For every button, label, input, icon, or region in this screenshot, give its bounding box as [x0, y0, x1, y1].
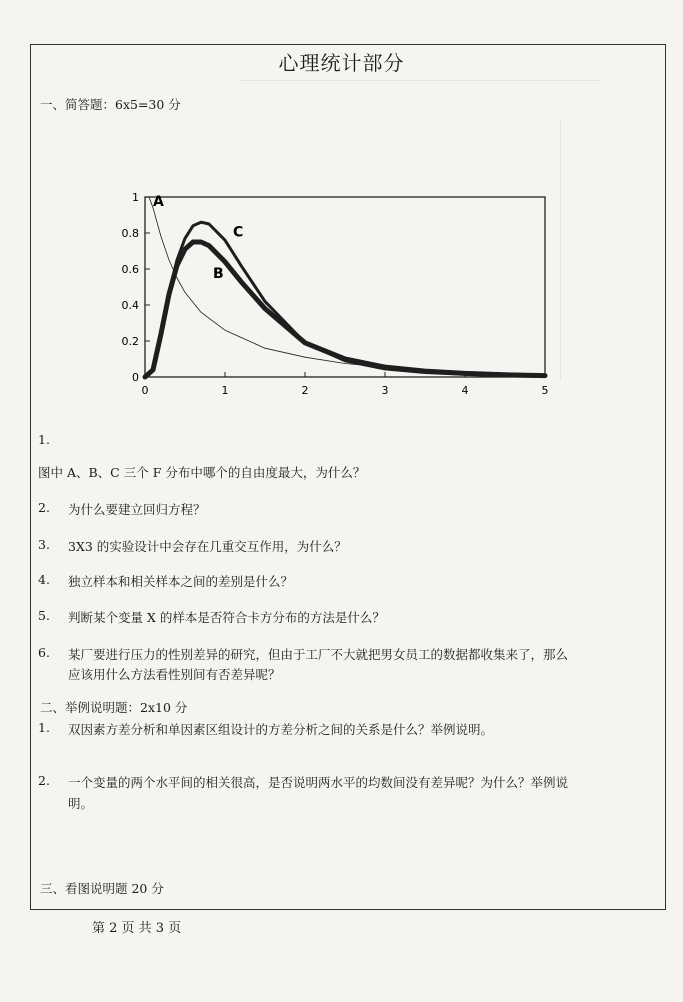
- example-2-line1: 一个变量的两个水平间的相关很高，是否说明两水平的均数间没有差异呢？为什么？举例说: [68, 775, 569, 790]
- x-tick-label: 4: [461, 384, 469, 397]
- section2-heading: 二、举例说明题：2x10 分: [40, 700, 188, 715]
- question-2-text: 为什么要建立回归方程？: [68, 502, 206, 517]
- example-2-line2: 明。: [68, 796, 94, 811]
- example-1-text: 双因素方差分析和单因素区组设计的方差分析之间的关系是什么？举例说明。: [68, 722, 494, 737]
- question-6-line1: 某厂要进行压力的性别差异的研究，但由于工厂不大就把男女员工的数据都收集来了，那么: [68, 647, 569, 662]
- x-tick-label: 1: [221, 384, 229, 397]
- section3-heading: 三、看图说明题 20 分: [40, 881, 164, 896]
- page-footer: 第 2 页 共 3 页: [92, 921, 182, 936]
- series-c-label: C: [233, 224, 244, 241]
- question-6-line2: 应该用什么方法看性别间有否差异呢？: [68, 667, 281, 682]
- section1-heading: 一、简答题：6x5=30 分: [40, 97, 181, 112]
- x-tick-label: 0: [141, 384, 149, 397]
- series-a-label: A: [153, 194, 164, 210]
- question-1-text: 图中 A、B、C 三个 F 分布中哪个的自由度最大，为什么？: [38, 465, 366, 480]
- question-5-number: 5.: [38, 608, 50, 623]
- y-tick-label: 1: [132, 191, 139, 204]
- question-3-text: 3X3 的实验设计中会存在几重交互作用，为什么？: [68, 539, 347, 554]
- question-2-number: 2.: [38, 500, 50, 515]
- series-b-label: B: [213, 266, 224, 282]
- x-tick-label: 3: [381, 384, 389, 397]
- y-tick-label: 0.2: [121, 335, 139, 348]
- y-tick-label: 0.4: [121, 299, 139, 312]
- question-4-text: 独立样本和相关样本之间的差别是什么？: [68, 574, 294, 589]
- question-3-number: 3.: [38, 537, 50, 552]
- series-b-curve: [145, 242, 545, 377]
- page-title: 心理统计部分: [278, 51, 405, 75]
- question-6-number: 6.: [38, 645, 50, 660]
- question-4-number: 4.: [38, 572, 50, 587]
- question-1-number: 1.: [38, 432, 50, 447]
- example-2-number: 2.: [38, 773, 50, 788]
- y-tick-label: 0.8: [121, 227, 139, 240]
- y-tick-label: 0.6: [121, 263, 139, 276]
- question-5-text: 判断某个变量 X 的样本是否符合卡方分布的方法是什么？: [68, 610, 385, 625]
- x-tick-label: 5: [541, 384, 549, 397]
- y-tick-label: 0: [132, 371, 139, 384]
- example-1-number: 1.: [38, 720, 50, 735]
- x-tick-label: 2: [301, 384, 309, 397]
